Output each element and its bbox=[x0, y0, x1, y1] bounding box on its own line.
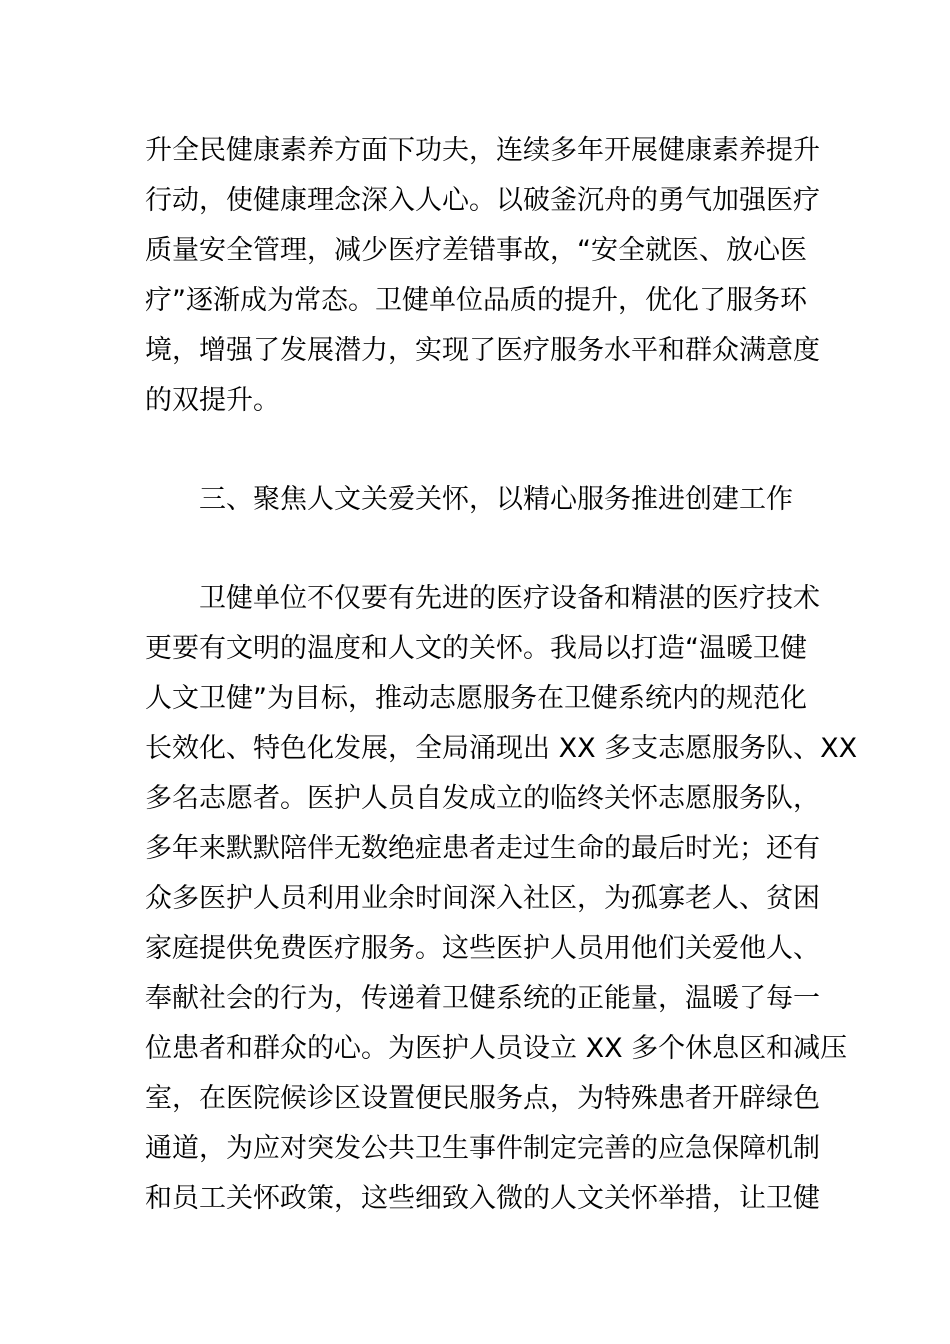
paragraph-line: 的双提升。 bbox=[145, 385, 280, 416]
paragraph-line: 室，在医院候诊区设置便民服务点，为特殊患者开辟绿色 bbox=[145, 1083, 820, 1114]
paragraph-line: 行动，使健康理念深入人心。以破釜沉舟的勇气加强医疗 bbox=[145, 185, 820, 216]
paragraph-line: 家庭提供免费医疗服务。这些医护人员用他们关爱他人、 bbox=[145, 933, 820, 964]
paragraph-line: 多年来默默陪伴无数绝症患者走过生命的最后时光；还有 bbox=[145, 833, 820, 864]
paragraph-line: 和员工关怀政策，这些细致入微的人文关怀举措，让卫健 bbox=[145, 1183, 820, 1214]
section-heading: 三、聚焦人文关爱关怀，以精心服务推进创建工作 bbox=[199, 484, 793, 515]
paragraph-line: 疗”逐渐成为常态。卫健单位品质的提升，优化了服务环 bbox=[145, 285, 807, 316]
paragraph-line: 多名志愿者。医护人员自发成立的临终关怀志愿服务队， bbox=[145, 783, 820, 814]
paragraph-line: 更要有文明的温度和人文的关怀。我局以打造“温暖卫健 bbox=[145, 633, 807, 664]
paragraph-line: 长效化、特色化发展，全局涌现出 XX 多支志愿服务队、XX bbox=[145, 733, 858, 764]
paragraph-line: 质量安全管理，减少医疗差错事故，“安全就医、放心医 bbox=[145, 235, 807, 266]
paragraph-line: 通道，为应对突发公共卫生事件制定完善的应急保障机制 bbox=[145, 1133, 820, 1164]
paragraph-line: 奉献社会的行为，传递着卫健系统的正能量，温暖了每一 bbox=[145, 983, 820, 1014]
paragraph-line: 升全民健康素养方面下功夫，连续多年开展健康素养提升 bbox=[145, 135, 820, 166]
paragraph-line: 人文卫健”为目标，推动志愿服务在卫健系统内的规范化 bbox=[145, 683, 807, 714]
paragraph-line: 位患者和群众的心。为医护人员设立 XX 多个休息区和减压 bbox=[145, 1033, 848, 1064]
paragraph-line: 境，增强了发展潜力，实现了医疗服务水平和群众满意度 bbox=[145, 335, 820, 366]
paragraph-line: 卫健单位不仅要有先进的医疗设备和精湛的医疗技术 bbox=[199, 583, 820, 614]
paragraph-line: 众多医护人员利用业余时间深入社区，为孤寡老人、贫困 bbox=[145, 883, 820, 914]
